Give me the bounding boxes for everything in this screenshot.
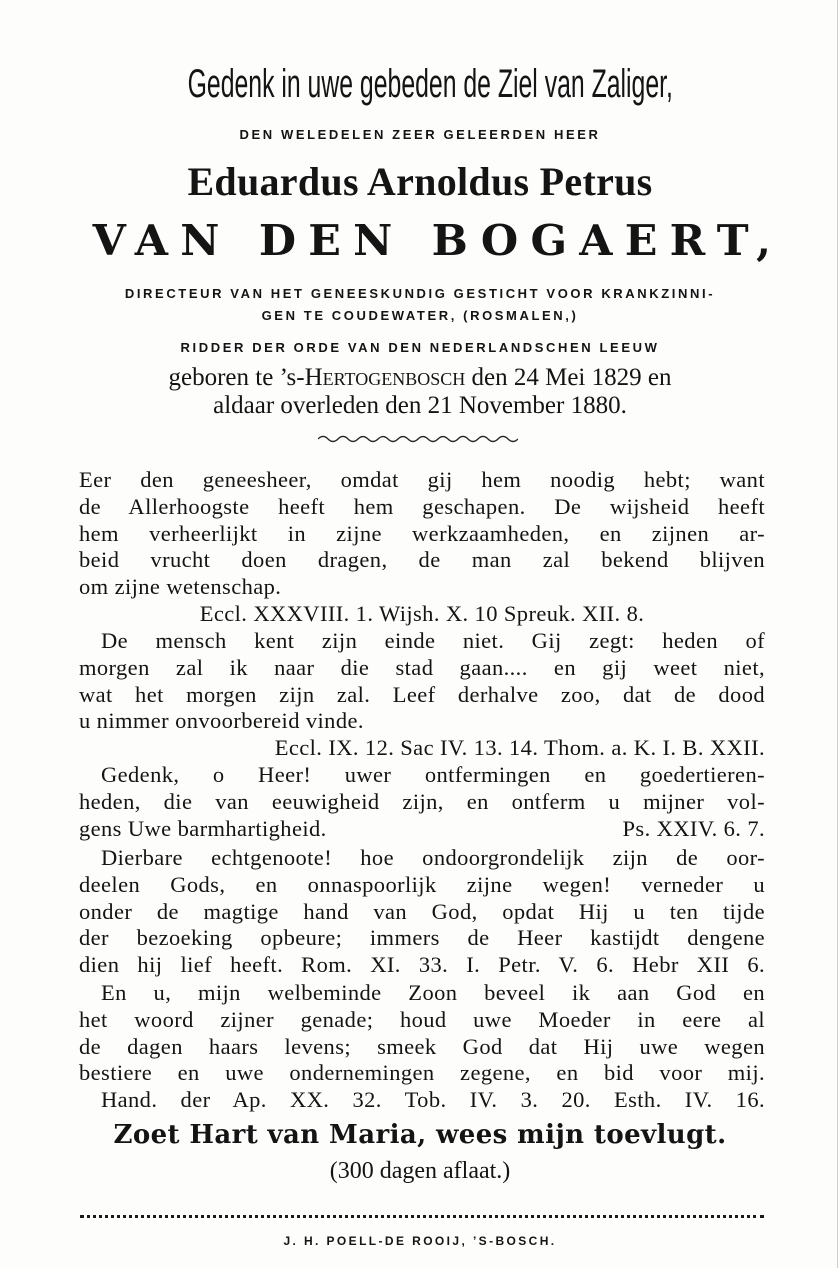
birth-line: [0, 364, 840, 392]
verse-line: dien hij lief heeft. Rom. XI. 33. I. Petr. V. 6. Hebr XII 6.: [79, 952, 765, 978]
printer-imprint: J. H. POELL-DE ROOIJ, ’S-BOSCH.: [283, 1234, 557, 1248]
verse-block-1: [79, 467, 765, 628]
deceased-given-names: Eduardus Arnoldus Petrus: [187, 159, 653, 204]
ornament-divider: [318, 434, 518, 444]
verse-line: Gedenk, o Heer! uwer ontfermingen en goedertieren-: [101, 762, 765, 787]
indulgence-note: (300 dagen aflaat.): [329, 1158, 511, 1184]
scripture-reference: Eccl. XXXVIII. 1. Wijsh. X. 10 Spreuk. XII. 8.: [199, 600, 645, 626]
verse-line: deelen Gods, en onnaspoorlijk zijne wegen! verneder u: [79, 871, 765, 897]
position-line-1: DIRECTEUR VAN HET GENEESKUNDIG GESTICHT VOOR KRANKZINNI-: [124, 286, 716, 301]
verse-line: morgen zal ik naar die stad gaan.... en gij weet niet,: [79, 654, 765, 680]
verse-block-2: [79, 628, 765, 762]
verse-line: het woord zijner genade; houd uwe Moeder in eere al: [79, 1006, 765, 1032]
verse-line: gens Uwe barmhartigheid.: [79, 815, 327, 841]
verse-line: om zijne wetenschap.: [79, 574, 282, 600]
verse-line: bestiere en uwe ondernemingen zegene, en bid voor mij.: [79, 1060, 765, 1086]
verse-block-5: [79, 980, 765, 1114]
scripture-reference: Ps. XXIV. 6. 7.: [622, 815, 765, 841]
invocation-heading: Gedenk in uwe gebeden de Ziel van Zaliger,: [187, 62, 673, 106]
position-line-2: GEN TE COUDEWATER, (ROSMALEN,): [261, 308, 579, 323]
verse-line: wat het morgen zijn zal. Leef derhalve zoo, dat de dood: [79, 681, 765, 707]
verse-line-with-reference: [79, 816, 765, 843]
honorific-line: DEN WELEDELEN ZEER GELEERDEN HEER: [239, 127, 601, 142]
decoration-line: RIDDER DER ORDE VAN DEN NEDERLANDSCHEN LEEUW: [180, 340, 660, 355]
verse-line: heden, die van eeuwigheid zijn, en ontferm u mijner vol-: [79, 788, 765, 814]
prayer-motto: Zoet Hart van Maria, wees mijn toevlugt.: [113, 1120, 727, 1150]
verse-line: hem verheerlijkt in zijne werkzaamheden, en zijnen ar-: [79, 520, 765, 546]
verse-line: u nimmer onvoorbereid vinde.: [79, 708, 364, 734]
scripture-reference: Eccl. IX. 12. Sac IV. 13. 14. Thom. a. K. I. B. XXII.: [274, 735, 765, 761]
verse-line: De mensch kent zijn einde niet. Gij zegt: heden of: [101, 628, 765, 653]
dotted-divider: [80, 1215, 764, 1218]
verse-block-3: [79, 762, 765, 842]
verse-line: Dierbare echtgenoote! hoe ondoorgrondelijk zijn de oor-: [101, 845, 765, 870]
birth-text-a: geboren te ’s-: [168, 364, 305, 391]
verse-line: beid vrucht doen dragen, de man zal bekend blijven: [79, 547, 765, 573]
deceased-surname: VAN DEN BOGAERT,: [92, 216, 784, 265]
verse-line: de Allerhoogste heeft hem geschapen. De wijsheid heeft: [79, 493, 765, 519]
verse-line: onder de magtige hand van God, opdat Hij u ten tijde: [79, 898, 765, 924]
verse-line: der bezoeking opbeure; immers de Heer kastijdt dengene: [79, 925, 765, 951]
death-line: aldaar overleden den 21 November 1880.: [213, 392, 627, 419]
verse-line: de dagen haars levens; smeek God dat Hij uwe wegen: [79, 1033, 765, 1059]
birth-place: Hertogenbosch: [304, 364, 466, 391]
scripture-reference: Hand. der Ap. XX. 32. Tob. IV. 3. 20. Esth. IV. 16.: [101, 1087, 765, 1113]
verse-line: En u, mijn welbeminde Zoon beveel ik aan God en: [101, 980, 765, 1005]
birth-text-b: den 24 Mei 1829 en: [465, 364, 672, 391]
verse-line: Eer den geneesheer, omdat gij hem noodig hebt; want: [79, 467, 765, 492]
verse-block-4: [79, 845, 765, 979]
